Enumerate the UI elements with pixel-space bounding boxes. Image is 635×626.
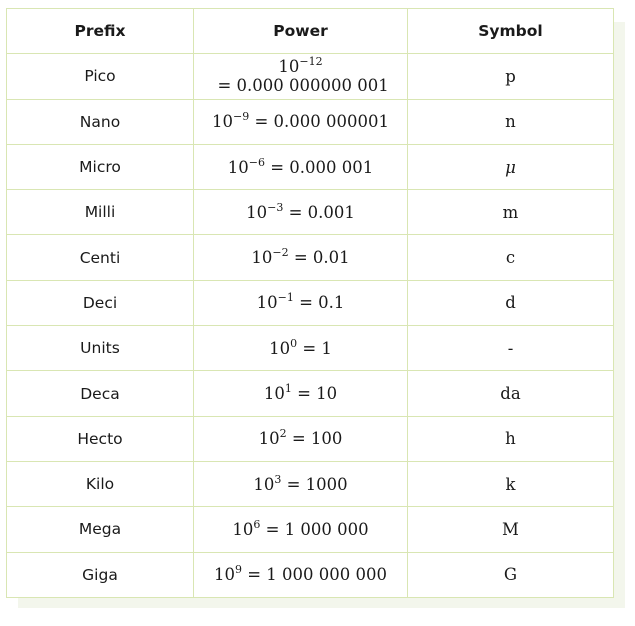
cell-prefix: Deci (7, 280, 194, 325)
cell-symbol: h (408, 416, 614, 461)
cell-power (194, 54, 408, 99)
power-value: = 0.001 (283, 202, 355, 222)
power-base: 10 (227, 157, 249, 177)
prefix-table (6, 8, 614, 598)
cell-symbol: M (408, 507, 614, 552)
cell-power (194, 461, 408, 506)
power-base: 10 (256, 293, 278, 313)
power-base: 10 (263, 384, 285, 404)
cell-power (194, 280, 408, 325)
cell-prefix: Pico (7, 54, 194, 99)
table-row (7, 552, 614, 597)
cell-prefix: Deca (7, 371, 194, 416)
cell-power (194, 326, 408, 371)
cell-symbol: p (408, 54, 614, 99)
power-exponent: −9 (232, 110, 250, 124)
power-value: = 1000 (281, 474, 348, 494)
power-value: = 100 (286, 429, 343, 449)
power-exponent: 6 (253, 517, 261, 531)
table-row (7, 507, 614, 552)
power-exponent: 9 (234, 563, 242, 577)
cell-prefix: Nano (7, 99, 194, 144)
cell-symbol: c (408, 235, 614, 280)
table-row (7, 326, 614, 371)
cell-power (194, 144, 408, 189)
power-exponent: 0 (290, 336, 298, 350)
table-body (7, 54, 614, 598)
header-row (7, 9, 614, 54)
table-row (7, 54, 614, 99)
header-power: Power (194, 9, 408, 54)
header-symbol: Symbol (408, 9, 614, 54)
power-exponent: −2 (272, 246, 289, 260)
cell-prefix: Kilo (7, 461, 194, 506)
power-base: 10 (213, 565, 235, 585)
power-value: = 0.01 (288, 248, 350, 268)
cell-symbol: k (408, 461, 614, 506)
power-base: 10 (253, 474, 275, 494)
table-row (7, 280, 614, 325)
power-base: 10 (278, 57, 300, 77)
power-value: = 1 (297, 338, 332, 358)
power-value: = 0.000 001 (264, 157, 374, 177)
power-base: 10 (232, 519, 254, 539)
table-row (7, 144, 614, 189)
cell-power (194, 99, 408, 144)
table-row (7, 99, 614, 144)
cell-prefix: Micro (7, 144, 194, 189)
header-prefix: Prefix (7, 9, 194, 54)
power-exponent: −1 (277, 291, 294, 305)
power-base: 10 (246, 202, 268, 222)
cell-power (194, 507, 408, 552)
cell-prefix: Hecto (7, 416, 194, 461)
cell-power (194, 552, 408, 597)
power-base: 10 (269, 338, 291, 358)
cell-power (194, 235, 408, 280)
cell-prefix: Milli (7, 190, 194, 235)
power-value: = 1 000 000 000 (241, 565, 388, 585)
cell-symbol: d (408, 280, 614, 325)
cell-symbol: μ (408, 144, 614, 189)
cell-power (194, 416, 408, 461)
table-row (7, 416, 614, 461)
cell-prefix: Units (7, 326, 194, 371)
cell-prefix: Mega (7, 507, 194, 552)
power-value: = 10 (291, 384, 338, 404)
table-row (7, 190, 614, 235)
power-value: = 0.000 000001 (249, 112, 389, 132)
power-base: 10 (251, 248, 273, 268)
cell-symbol: da (408, 371, 614, 416)
cell-power (194, 190, 408, 235)
prefix-table-container (6, 8, 613, 598)
power-exponent: −12 (299, 55, 323, 69)
cell-symbol: n (408, 99, 614, 144)
cell-symbol: m (408, 190, 614, 235)
power-value: = 0.1 (293, 293, 345, 313)
cell-power (194, 371, 408, 416)
cell-symbol: - (408, 326, 614, 371)
power-exponent: −6 (248, 155, 265, 169)
power-exponent: 1 (284, 382, 292, 396)
table-row (7, 461, 614, 506)
power-value: = 0.000 000000 001 (212, 76, 389, 96)
cell-prefix: Centi (7, 235, 194, 280)
power-base: 10 (211, 112, 233, 132)
power-exponent: 2 (279, 427, 287, 441)
power-base: 10 (258, 429, 280, 449)
power-exponent: −3 (267, 200, 284, 214)
table-row (7, 371, 614, 416)
power-exponent: 3 (274, 472, 282, 486)
cell-symbol: G (408, 552, 614, 597)
power-value: = 1 000 000 (260, 519, 369, 539)
cell-prefix: Giga (7, 552, 194, 597)
table-row (7, 235, 614, 280)
